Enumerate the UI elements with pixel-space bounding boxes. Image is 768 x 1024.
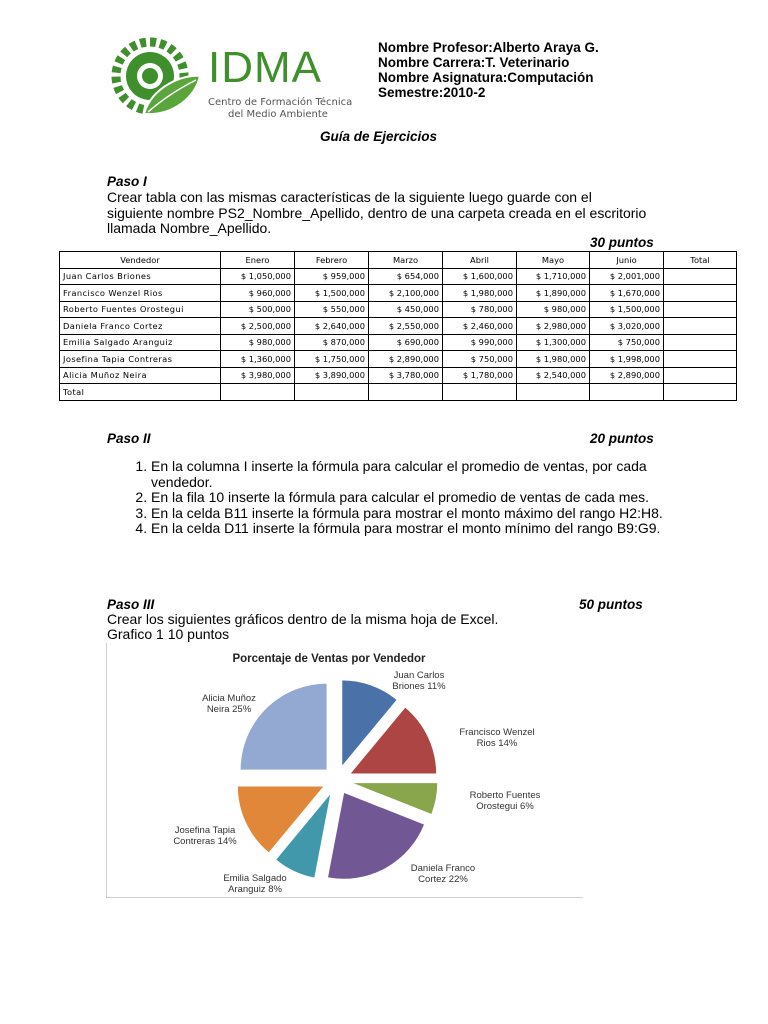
slice-label: Francisco Wenzel Rios 14% [459,727,535,749]
table-row [60,367,737,384]
slice-label: Juan Carlos Briones 11% [392,670,446,692]
column-header: Total [664,252,737,269]
value-cell: $ 1,050,000 [221,268,295,285]
table-row [60,351,737,368]
total-cell [664,285,737,302]
paso2-points: 20 puntos [590,431,654,446]
task-item: 1. En la columna I inserte la fórmula para calcular el promedio de ventas, por cada vendedor. [151,459,711,490]
value-cell: $ 1,500,000 [590,301,664,318]
value-cell: $ 959,000 [295,268,369,285]
value-cell: $ 780,000 [443,301,517,318]
vendor-cell: Roberto Fuentes Orostegui [60,301,221,318]
paso2-task-list [107,459,711,537]
value-cell: $ 450,000 [369,301,443,318]
paso3-title: Paso III [107,597,155,612]
logo-subtitle: Centro de Formación Técnica [208,97,353,108]
total-cell [664,318,737,335]
total-cell [664,301,737,318]
value-cell [369,384,443,401]
chart-title: Porcentaje de Ventas por Vendedor [232,653,426,665]
vendor-cell: Alicia Muñoz Neira [60,367,221,384]
value-cell: $ 990,000 [443,334,517,351]
vendor-cell: Juan Carlos Briones [60,268,221,285]
semestre-line: Semestre:2010-2 [378,85,486,100]
value-cell: $ 2,500,000 [221,318,295,335]
value-cell: $ 1,300,000 [517,334,590,351]
vendor-cell: Total [60,384,221,401]
profesor-line: Nombre Profesor:Alberto Araya G. [378,40,599,55]
paso1-title: Paso I [107,174,147,189]
value-cell: $ 1,750,000 [295,351,369,368]
task-item: 2. En la fila 10 inserte la fórmula para calcular el promedio de ventas de cada mes. [151,490,711,506]
value-cell: $ 654,000 [369,268,443,285]
value-cell: $ 3,890,000 [295,367,369,384]
value-cell: $ 2,001,000 [590,268,664,285]
value-cell: $ 2,100,000 [369,285,443,302]
paso3-points: 50 puntos [579,597,643,612]
value-cell: $ 2,890,000 [590,367,664,384]
column-header: Marzo [369,252,443,269]
vendor-cell: Francisco Wenzel Rios [60,285,221,302]
value-cell: $ 3,780,000 [369,367,443,384]
table-row [60,268,737,285]
slice-label: Alicia Muñoz Neira 25% [202,693,256,715]
slice-label: Daniela Franco Cortez 22% [410,863,476,885]
table-row [60,334,737,351]
table-row [60,301,737,318]
value-cell: $ 1,998,000 [590,351,664,368]
value-cell: $ 750,000 [590,334,664,351]
value-cell: $ 3,980,000 [221,367,295,384]
sales-table [59,251,737,401]
vendor-cell: Emilia Salgado Aranguiz [60,334,221,351]
column-header: Mayo [517,252,590,269]
column-header: Abril [443,252,517,269]
value-cell: $ 1,710,000 [517,268,590,285]
asignatura-line: Nombre Asignatura:Computación [378,70,594,85]
value-cell: $ 750,000 [443,351,517,368]
carrera-line: Nombre Carrera:T. Veterinario [378,55,570,70]
paso3-text: Crear los siguientes gráficos dentro de la misma hoja de Excel. [107,611,499,627]
total-cell [664,351,737,368]
value-cell [295,384,369,401]
value-cell: $ 1,500,000 [295,285,369,302]
value-cell: $ 980,000 [517,301,590,318]
vendor-cell: Josefina Tapia Contreras [60,351,221,368]
slice-label: Roberto Fuentes Orostegui 6% [469,790,541,812]
value-cell: $ 980,000 [221,334,295,351]
task-item: 4. En la celda D11 inserte la fórmula para mostrar el monto mínimo del rango B9:G9. [151,521,711,537]
total-cell [664,384,737,401]
task-item: 3. En la celda B11 inserte la fórmula para mostrar el monto máximo del rango H2:H8. [151,506,711,522]
logo-subtitle-2: del Medio Ambiente [228,109,328,120]
value-cell: $ 690,000 [369,334,443,351]
total-cell [664,367,737,384]
value-cell: $ 500,000 [221,301,295,318]
value-cell: $ 2,980,000 [517,318,590,335]
value-cell: $ 1,980,000 [443,285,517,302]
column-header: Vendedor [60,252,221,269]
value-cell [443,384,517,401]
value-cell: $ 1,890,000 [517,285,590,302]
value-cell: $ 1,980,000 [517,351,590,368]
pie-chart-container [106,643,583,898]
table-row [60,318,737,335]
column-header: Febrero [295,252,369,269]
table-header-row [60,252,737,269]
table-row [60,285,737,302]
value-cell: $ 2,550,000 [369,318,443,335]
value-cell: $ 550,000 [295,301,369,318]
column-header: Enero [221,252,295,269]
slice-label: Emilia Salgado Aranguiz 8% [223,873,287,895]
value-cell [221,384,295,401]
paso1-text: Crear tabla con las mismas características de la siguiente luego guarde con el siguiente nombre PS2_Nombre_Apellido, dentro de una carpeta creada en el escritorio llamada Nombre_Apellido. [107,189,647,236]
logo-text: IDMA [208,43,322,92]
value-cell: $ 2,640,000 [295,318,369,335]
grafico-label: Grafico 1 10 puntos [107,626,230,642]
total-cell [664,268,737,285]
value-cell [517,384,590,401]
value-cell [590,384,664,401]
column-header: Junio [590,252,664,269]
value-cell: $ 2,890,000 [369,351,443,368]
guide-title: Guía de Ejercicios [320,129,438,144]
slice-label: Josefina Tapia Contreras 14% [173,825,237,847]
table-total-row [60,384,737,401]
total-cell [664,334,737,351]
value-cell: $ 2,540,000 [517,367,590,384]
value-cell: $ 1,360,000 [221,351,295,368]
vendor-cell: Daniela Franco Cortez [60,318,221,335]
value-cell: $ 3,020,000 [590,318,664,335]
pie-chart [107,643,583,897]
value-cell: $ 1,600,000 [443,268,517,285]
header-info [378,40,599,100]
value-cell: $ 1,780,000 [443,367,517,384]
value-cell: $ 960,000 [221,285,295,302]
paso1-points: 30 puntos [590,235,654,250]
paso2-title: Paso II [107,431,151,446]
value-cell: $ 2,460,000 [443,318,517,335]
value-cell: $ 870,000 [295,334,369,351]
value-cell: $ 1,670,000 [590,285,664,302]
